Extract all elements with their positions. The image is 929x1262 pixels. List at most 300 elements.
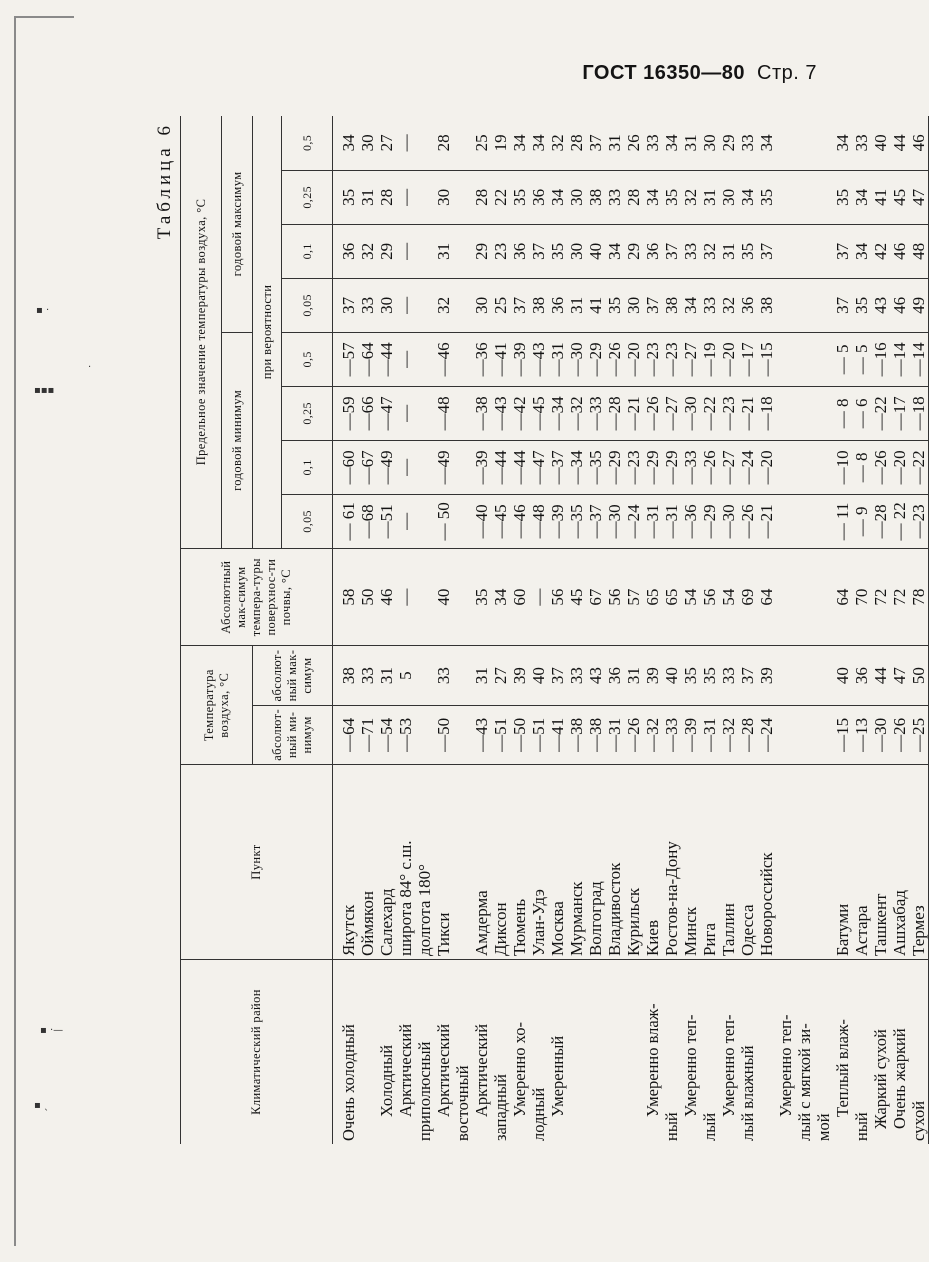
probability-cell: 34 (339, 134, 358, 152)
abs-min-cell: —26 (890, 717, 909, 752)
probability-cell: —29 (700, 504, 719, 539)
abs-min-cell: —15 (833, 717, 852, 752)
probability-cell: —35 (586, 450, 605, 485)
probability-cell: —22 (871, 396, 890, 431)
soil-max-cell: 46 (377, 588, 396, 606)
probability-cell: 31 (567, 296, 586, 314)
abs-min-cell: —43 (472, 717, 491, 752)
punkt-cell: Амдерма (472, 890, 491, 957)
punkt-cell: Минск (681, 906, 700, 957)
probability-cell: —14 (909, 342, 928, 377)
probability-cell: 35 (510, 188, 529, 206)
probability-cell: —26 (605, 342, 624, 377)
probability-cell: —39 (472, 450, 491, 485)
abs-min-cell: —32 (719, 717, 738, 752)
region-label: Умеренно хо- (510, 1022, 529, 1117)
header-p-max-025: 0,25 (282, 170, 333, 224)
header-abs-max: абсолют-ный мак-симум (253, 646, 333, 705)
header-punkt: Пункт (181, 765, 333, 960)
p-column (333, 332, 929, 386)
probability-cell: 28 (624, 188, 643, 206)
probability-cell: 30 (567, 242, 586, 260)
header-p-max-05: 0,5 (282, 116, 333, 170)
abs-min-cell (795, 709, 814, 761)
probability-cell: 29 (377, 242, 396, 260)
region-label: приполюсный (415, 1041, 434, 1141)
punkt-cell: Киев (643, 920, 662, 957)
probability-cell: —44 (377, 342, 396, 377)
region-label (624, 963, 643, 1141)
punkt-cell: Улан-Удэ (529, 889, 548, 957)
header-p-max-01: 0,1 (282, 224, 333, 278)
probability-cell: 19 (491, 134, 510, 152)
soil-max-cell (415, 552, 434, 643)
probability-cell: —28 (605, 396, 624, 431)
punkt-cell: Волгоград (586, 881, 605, 957)
probability-cell: —43 (491, 396, 510, 431)
probability-cell: 34 (529, 134, 548, 152)
probability-cell (795, 390, 814, 437)
probability-cell: 23 (491, 242, 510, 260)
probability-cell: 31 (434, 242, 453, 260)
probability-cell: —43 (529, 342, 548, 377)
probability-cell: 35 (738, 242, 757, 260)
probability-cell: 44 (890, 134, 909, 152)
probability-cell: — (396, 350, 415, 368)
soil-max-cell: 58 (339, 588, 358, 606)
probability-cell: 32 (719, 296, 738, 314)
probability-cell: —64 (358, 342, 377, 377)
probability-cell (776, 444, 795, 491)
region-label: Теплый влаж- (833, 1019, 852, 1117)
page-header (582, 62, 817, 85)
probability-cell: 29 (719, 134, 738, 152)
probability-cell: —42 (510, 396, 529, 431)
probability-cell: 35 (757, 188, 776, 206)
probability-cell: 31 (605, 134, 624, 152)
probability-cell: 38 (662, 296, 681, 314)
probability-cell: —20 (757, 450, 776, 485)
probability-cell: 30 (358, 134, 377, 152)
probability-cell: —57 (339, 342, 358, 377)
abs-min-cell: —31 (700, 717, 719, 752)
soil-max-cell: — (529, 588, 548, 606)
probability-cell: 25 (472, 134, 491, 152)
probability-cell (415, 498, 434, 545)
probability-cell: 35 (605, 296, 624, 314)
probability-cell: 26 (624, 134, 643, 152)
region-label: ный (852, 1112, 871, 1141)
probability-cell: 30 (624, 296, 643, 314)
probability-cell: —48 (434, 396, 453, 431)
abs-max-cell: 33 (719, 667, 738, 685)
probability-cell: —24 (738, 450, 757, 485)
abs-max-cell: 39 (510, 667, 529, 685)
probability-cell: 49 (909, 296, 928, 314)
probability-cell: 28 (472, 188, 491, 206)
probability-cell: —60 (339, 450, 358, 485)
header-p-min-01: 0,1 (282, 440, 333, 494)
probability-cell: 29 (472, 242, 491, 260)
probability-cell: —68 (358, 504, 377, 539)
probability-cell (814, 390, 833, 437)
region-label (757, 963, 776, 1141)
probability-cell: 33 (643, 134, 662, 152)
probability-cell: —26 (700, 450, 719, 485)
header-probability: при вероятности (253, 116, 282, 548)
soil-max-cell: 56 (548, 588, 567, 606)
abs-min-cell: —54 (377, 717, 396, 752)
abs-max-cell: 36 (852, 667, 871, 685)
soil-max-cell: 56 (700, 588, 719, 606)
abs-min-cell: —41 (548, 717, 567, 752)
probability-cell: — (396, 134, 415, 152)
probability-cell: —15 (757, 342, 776, 377)
soil-max-cell (453, 552, 472, 643)
probability-cell: 34 (833, 134, 852, 152)
header-p-min-005: 0,05 (282, 494, 333, 548)
region-label: Умеренно теп- (681, 1014, 700, 1117)
punkt-cell: Тикси (434, 912, 453, 957)
abs-max-cell (415, 649, 434, 701)
abs-max-cell: 31 (377, 667, 396, 685)
probability-cell: 43 (871, 296, 890, 314)
abs-max-cell: 39 (643, 667, 662, 685)
probability-cell: —48 (529, 504, 548, 539)
punkt-cell: Рига (700, 922, 719, 957)
probability-cell (453, 498, 472, 545)
abs-min-cell: —25 (909, 717, 928, 752)
punkt-cell: Астара (852, 905, 871, 957)
punkt-cell: Салехард (377, 888, 396, 957)
abs-min-cell: —64 (339, 717, 358, 752)
climate-table (180, 116, 929, 1144)
probability-cell: —37 (586, 504, 605, 539)
probability-cell: —38 (472, 396, 491, 431)
punkt-cell: Новороссийск (757, 852, 776, 957)
region-column (333, 960, 929, 1144)
probability-cell: 38 (757, 296, 776, 314)
region-label: Умеренный (548, 1035, 567, 1117)
probability-cell: 34 (852, 242, 871, 260)
region-label: Умеренно теп- (776, 1014, 795, 1117)
header-p-min-025: 0,25 (282, 386, 333, 440)
probability-cell: 32 (681, 188, 700, 206)
punkt-cell: Ашхабад (890, 889, 909, 957)
probability-cell: —36 (472, 342, 491, 377)
header-air-temp: Температура воздуха, °C (181, 646, 253, 765)
probability-cell: 28 (434, 134, 453, 152)
probability-cell: —21 (624, 396, 643, 431)
probability-cell: 35 (548, 242, 567, 260)
probability-cell: —51 (377, 504, 396, 539)
abs-min-cell: —28 (738, 717, 757, 752)
abs-min-cell: —13 (852, 717, 871, 752)
probability-cell (415, 390, 434, 437)
probability-cell: 36 (738, 296, 757, 314)
probability-cell: 28 (377, 188, 396, 206)
probability-cell (776, 228, 795, 275)
abs-max-cell (776, 649, 795, 701)
probability-cell: 22 (491, 188, 510, 206)
punkt-cell: Одесса (738, 904, 757, 957)
probability-cell: —18 (909, 396, 928, 431)
probability-cell: —22 (700, 396, 719, 431)
region-label: западный (491, 1074, 510, 1141)
probability-cell: — (396, 458, 415, 476)
probability-cell: —37 (548, 450, 567, 485)
probability-cell: —39 (510, 342, 529, 377)
abs-min-cell: —51 (529, 717, 548, 752)
scan-speck: ▪ ·— (40, 1025, 64, 1036)
region-label: восточный (453, 1065, 472, 1141)
probability-cell: —14 (890, 342, 909, 377)
punkt-cell: Ростов-на-Дону (662, 841, 681, 957)
abs-max-cell: 44 (871, 667, 890, 685)
probability-cell (453, 336, 472, 383)
region-label (358, 963, 377, 1141)
header-annual-min: годовой минимум (222, 332, 253, 548)
probability-cell (795, 228, 814, 275)
probability-cell (795, 336, 814, 383)
region-label: Очень холодный (339, 1024, 358, 1141)
probability-cell: —59 (339, 396, 358, 431)
probability-cell (453, 119, 472, 167)
header-p-max-005: 0,05 (282, 278, 333, 332)
region-label: мой (814, 1113, 833, 1141)
probability-cell: 27 (377, 134, 396, 152)
soil-max-cell (814, 552, 833, 643)
probability-cell: 36 (339, 242, 358, 260)
probability-cell: 33 (852, 134, 871, 152)
abs-max-cell: 40 (529, 667, 548, 685)
probability-cell: —30 (605, 504, 624, 539)
probability-cell: —44 (491, 450, 510, 485)
probability-cell: 46 (909, 134, 928, 152)
probability-cell: 33 (738, 134, 757, 152)
probability-cell: — 9 (852, 506, 871, 537)
probability-cell (453, 390, 472, 437)
probability-cell: —23 (719, 396, 738, 431)
probability-cell (795, 282, 814, 329)
region-label: лый с мягкой зи- (795, 1023, 814, 1141)
soil-max-cell: 35 (472, 588, 491, 606)
probability-cell: 41 (586, 296, 605, 314)
soil-max-cell: 40 (434, 588, 453, 606)
probability-cell: 35 (852, 296, 871, 314)
scan-speck: ▪▪▪ (34, 385, 55, 396)
abs-max-cell: 31 (624, 667, 643, 685)
probability-cell: —26 (871, 450, 890, 485)
abs-min-cell: —51 (491, 717, 510, 752)
probability-cell: 34 (738, 188, 757, 206)
rotated-table-area (154, 116, 928, 1144)
p-column (333, 440, 929, 494)
probability-cell (415, 444, 434, 491)
probability-cell: 31 (681, 134, 700, 152)
p-column (333, 116, 929, 170)
probability-cell: —29 (605, 450, 624, 485)
probability-cell (415, 228, 434, 275)
abs-max-cell: 37 (738, 667, 757, 685)
probability-cell: 34 (510, 134, 529, 152)
punkt-cell: Курильск (624, 887, 643, 957)
probability-cell: —46 (434, 342, 453, 377)
probability-cell: 33 (700, 296, 719, 314)
probability-cell: 46 (890, 242, 909, 260)
probability-cell: —26 (643, 396, 662, 431)
abs-max-cell: 31 (472, 667, 491, 685)
soil-max-cell: 72 (871, 588, 890, 606)
table-caption: Таблица 6 (154, 122, 175, 240)
soil-max-cell: — (396, 588, 415, 606)
probability-cell: —17 (890, 396, 909, 431)
probability-cell (453, 174, 472, 221)
probability-cell (415, 174, 434, 221)
punkt-cell: Владивосток (605, 862, 624, 957)
probability-cell: —31 (643, 504, 662, 539)
probability-cell: 41 (871, 188, 890, 206)
probability-cell (795, 119, 814, 167)
probability-cell: — (396, 512, 415, 530)
punkt-cell (453, 768, 472, 956)
probability-cell: 47 (909, 188, 928, 206)
probability-cell: 34 (681, 296, 700, 314)
probability-cell: —45 (529, 396, 548, 431)
probability-cell: —29 (643, 450, 662, 485)
probability-cell: 36 (548, 296, 567, 314)
probability-cell: —41 (491, 342, 510, 377)
abs-min-cell: —31 (605, 717, 624, 752)
probability-cell: 38 (586, 188, 605, 206)
probability-cell: —19 (700, 342, 719, 377)
punkt-cell: долгота 180° (415, 864, 434, 957)
region-label: ный (662, 1112, 681, 1141)
abs-min-cell: —38 (586, 717, 605, 752)
probability-cell: —21 (757, 504, 776, 539)
probability-cell: —66 (358, 396, 377, 431)
probability-cell (814, 228, 833, 275)
probability-cell: —49 (434, 450, 453, 485)
probability-cell: — (396, 242, 415, 260)
probability-cell: — (396, 404, 415, 422)
header-p-min-05: 0,5 (282, 332, 333, 386)
probability-cell: —31 (548, 342, 567, 377)
abs-min-cell: —26 (624, 717, 643, 752)
region-label: лодный (529, 1087, 548, 1141)
punkt-cell: Тюмень (510, 898, 529, 957)
probability-cell: —24 (624, 504, 643, 539)
soil-max-cell: 72 (890, 588, 909, 606)
abs-min-cell (814, 709, 833, 761)
probability-cell: —29 (586, 342, 605, 377)
abs-max-cell: 47 (890, 667, 909, 685)
probability-cell: 31 (700, 188, 719, 206)
punkt-cell (795, 768, 814, 956)
probability-cell: 35 (339, 188, 358, 206)
probability-cell: —40 (472, 504, 491, 539)
soil-max-cell: 70 (852, 588, 871, 606)
probability-cell: — 5 (852, 344, 871, 375)
punkt-cell: Якутск (339, 904, 358, 957)
soil-max-cell: 65 (662, 588, 681, 606)
abs-min-cell: —50 (510, 717, 529, 752)
abs-max-cell (453, 649, 472, 701)
region-label: Очень жаркий (890, 1028, 909, 1129)
soil-max-cell: 78 (909, 588, 928, 606)
probability-cell: —47 (529, 450, 548, 485)
probability-cell: —26 (738, 504, 757, 539)
abs-max-cell: 37 (548, 667, 567, 685)
header-soil-max: Абсолютный мак-симум темпера-туры поверхнос-ти почвы, °C (181, 548, 333, 646)
probability-cell: —34 (567, 450, 586, 485)
probability-cell: 30 (567, 188, 586, 206)
probability-cell: —27 (681, 342, 700, 377)
probability-cell: 30 (377, 296, 396, 314)
probability-cell: —30 (719, 504, 738, 539)
abs-max-cell: 33 (567, 667, 586, 685)
probability-cell: —21 (738, 396, 757, 431)
scan-speck: · (88, 362, 92, 373)
probability-cell (776, 498, 795, 545)
abs-max-cell: 27 (491, 667, 510, 685)
soil-max-cell: 60 (510, 588, 529, 606)
abs-max-cell: 38 (339, 667, 358, 685)
abs-max-cell: 33 (434, 667, 453, 685)
probability-cell: —32 (567, 396, 586, 431)
region-label: лый (700, 1112, 719, 1141)
abs-max-cell: 36 (605, 667, 624, 685)
soil-max-cell: 64 (757, 588, 776, 606)
probability-cell (814, 498, 833, 545)
probability-cell: 28 (567, 134, 586, 152)
probability-cell: 31 (358, 188, 377, 206)
probability-cell: —46 (510, 504, 529, 539)
probability-cell: —29 (662, 450, 681, 485)
abs-max-cell (814, 649, 833, 701)
region-label: Арктический (396, 1023, 415, 1117)
soil-max-cell: 34 (491, 588, 510, 606)
probability-cell: 36 (510, 242, 529, 260)
binding-edge-line (14, 16, 16, 1246)
region-label (586, 963, 605, 1141)
soil-max-cell: 54 (719, 588, 738, 606)
region-label (605, 963, 624, 1141)
probability-cell: 33 (605, 188, 624, 206)
probability-cell: —33 (681, 450, 700, 485)
probability-cell: 34 (757, 134, 776, 152)
probability-cell (814, 119, 833, 167)
p-column (333, 386, 929, 440)
probability-cell: — 22 (890, 502, 909, 541)
probability-cell: 32 (700, 242, 719, 260)
probability-cell: 40 (871, 134, 890, 152)
soil-max-cell: 57 (624, 588, 643, 606)
probability-cell: 40 (586, 242, 605, 260)
probability-cell (814, 174, 833, 221)
probability-cell: —27 (662, 396, 681, 431)
scan-speck: ▪ ˎ (34, 1100, 49, 1111)
probability-cell: —33 (586, 396, 605, 431)
probability-cell: 37 (643, 296, 662, 314)
probability-cell (415, 282, 434, 329)
abs-min-cell: —53 (396, 717, 415, 752)
probability-cell (453, 444, 472, 491)
soil-max-cell: 65 (643, 588, 662, 606)
probability-cell: —16 (871, 342, 890, 377)
punkt-cell: Мурманск (567, 881, 586, 957)
probability-cell: — (396, 188, 415, 206)
